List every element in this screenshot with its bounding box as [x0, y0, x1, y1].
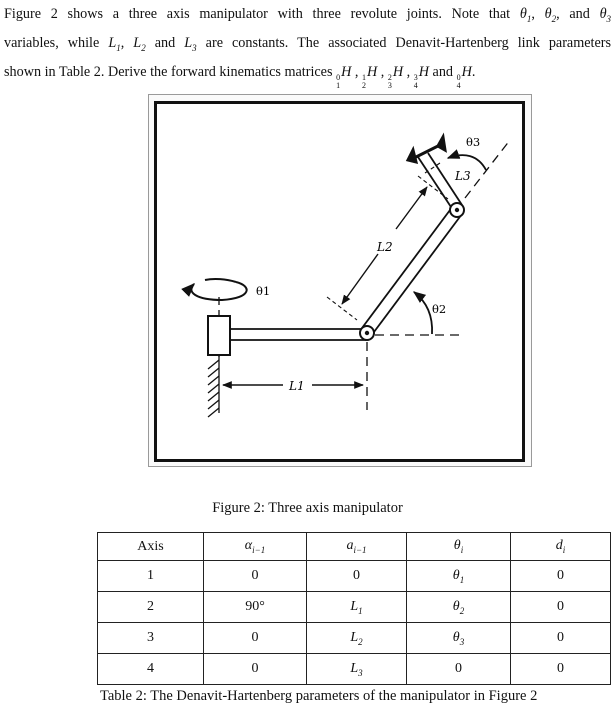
subscript: 3: [192, 42, 197, 53]
cell-axis: 3: [98, 623, 204, 654]
header-a: [307, 533, 407, 561]
header-theta: [407, 533, 511, 561]
theta1-arrow-tail: [205, 279, 236, 282]
subscript: i: [460, 544, 464, 555]
H-glyph: H: [341, 63, 352, 80]
subscript: i−1: [252, 544, 266, 555]
statement-text: are constants. The associated Denavit-Hartenberg link parameters: [205, 34, 612, 51]
cell-theta: [407, 561, 511, 592]
superscript: 2: [387, 72, 392, 82]
superscript: 0: [336, 72, 341, 82]
theta3-label: θ3: [466, 135, 481, 149]
L-glyph: L: [133, 34, 142, 51]
cell-alpha: 90°: [204, 592, 307, 623]
link-1: [230, 329, 366, 340]
subscript: 3: [459, 636, 465, 647]
table-row: [98, 654, 611, 685]
L-glyph: L: [350, 629, 359, 645]
cell-theta: 0: [407, 654, 511, 685]
subscript: 2: [459, 605, 465, 616]
d-glyph: d: [555, 538, 563, 554]
subscript: 1: [459, 574, 465, 585]
subscript: 1: [336, 80, 341, 90]
superscript: 1: [361, 72, 366, 82]
cell-axis: 2: [98, 592, 204, 623]
cell-d: 0: [511, 561, 611, 592]
theta-glyph: θ: [452, 598, 460, 614]
cell-d: 0: [511, 592, 611, 623]
superscript: 3: [413, 72, 418, 82]
end-effector-gripper: [408, 137, 445, 162]
and-text: and: [432, 63, 454, 80]
theta2-label: θ2: [432, 302, 447, 316]
cell-axis: 1: [98, 561, 204, 592]
L-glyph: L: [184, 34, 193, 51]
H-glyph: H: [418, 63, 429, 80]
L-glyph: L: [108, 34, 117, 51]
subscript: 4: [456, 80, 461, 90]
cell-axis: 4: [98, 654, 204, 685]
L2-dimension-line-upper: [396, 187, 427, 229]
theta-glyph: θ: [452, 629, 460, 645]
a-glyph: a: [346, 538, 354, 554]
cell-a: [307, 592, 407, 623]
subscript: 1: [358, 605, 363, 616]
and-text: and: [154, 34, 176, 51]
statement-line-3: shown in Table 2. Derive the forward kinematics matrices 0 1 H , 1 2 H , 2 3 H , 3 4 H and 0 4 H.: [4, 63, 476, 90]
statement-text: Figure 2 shows a three axis manipulator with three revolute joints. Note that: [4, 6, 511, 22]
theta-glyph: θ: [544, 6, 552, 22]
subscript: 3: [387, 80, 392, 90]
subscript: 2: [361, 80, 366, 90]
subscript: 2: [551, 13, 557, 24]
header-d: [511, 533, 611, 561]
cell-alpha: 0: [204, 561, 307, 592]
cell-alpha: 0: [204, 654, 307, 685]
figure-caption: Figure 2: Three axis manipulator: [212, 500, 403, 516]
superscript: 0: [456, 72, 461, 82]
table-row: [98, 623, 611, 654]
L2-label: L2: [377, 240, 393, 254]
comma: ,: [531, 6, 535, 22]
base-joint-block: [208, 316, 230, 355]
joint-3: [450, 203, 464, 217]
theta-glyph: θ: [599, 6, 607, 22]
period: .: [471, 63, 476, 80]
header-alpha: [204, 533, 307, 561]
header-axis: Axis: [98, 533, 204, 561]
subscript: 4: [413, 80, 418, 90]
table-row: [98, 592, 611, 623]
theta2-angle-arrow: [414, 292, 432, 334]
cell-alpha: 0: [204, 623, 307, 654]
H-glyph: H: [392, 63, 404, 80]
and-text: , and: [556, 6, 590, 22]
theta-glyph: θ: [453, 538, 461, 554]
H-glyph: H: [461, 63, 472, 80]
theta-glyph: θ: [452, 567, 460, 583]
comma: ,: [120, 34, 125, 51]
theta-glyph: θ: [519, 6, 527, 22]
cell-theta: [407, 623, 511, 654]
dh-parameter-table: [97, 532, 611, 685]
subscript: 1: [116, 42, 121, 53]
L2-extension-low: [327, 297, 357, 320]
cell-d: 0: [511, 623, 611, 654]
joint-2: [360, 326, 374, 340]
cell-a: [307, 623, 407, 654]
subscript: 1: [526, 13, 532, 24]
ground-hatch: [208, 355, 219, 417]
subscript: i: [562, 544, 566, 555]
table-header-row: [98, 533, 611, 561]
subscript: i−1: [353, 544, 367, 555]
theta1-label: θ1: [256, 284, 271, 298]
subscript: 2: [141, 42, 146, 53]
cell-d: 0: [511, 654, 611, 685]
H-glyph: H: [366, 63, 378, 80]
subscript: 2: [358, 636, 363, 647]
subscript: 3: [358, 667, 363, 678]
link-2: [362, 206, 462, 336]
L2-dimension-line: [342, 254, 378, 304]
alpha-glyph: α: [244, 538, 253, 554]
table-caption: Table 2: The Denavit-Hartenberg parameters of the manipulator in Figure 2: [100, 688, 538, 704]
cell-a: 0: [307, 561, 407, 592]
subscript: 3: [606, 13, 612, 24]
statement-text: variables, while: [4, 34, 100, 51]
L3-label: L3: [455, 169, 471, 183]
cell-theta: [407, 592, 511, 623]
L1-label: L1: [289, 379, 305, 393]
L-glyph: L: [350, 660, 359, 676]
L-glyph: L: [350, 598, 359, 614]
theta3-angle-arrow: [448, 155, 486, 170]
cell-a: [307, 654, 407, 685]
statement-text: shown in Table 2. Derive the forward kinematics matrices: [4, 63, 333, 80]
table-row: [98, 561, 611, 592]
